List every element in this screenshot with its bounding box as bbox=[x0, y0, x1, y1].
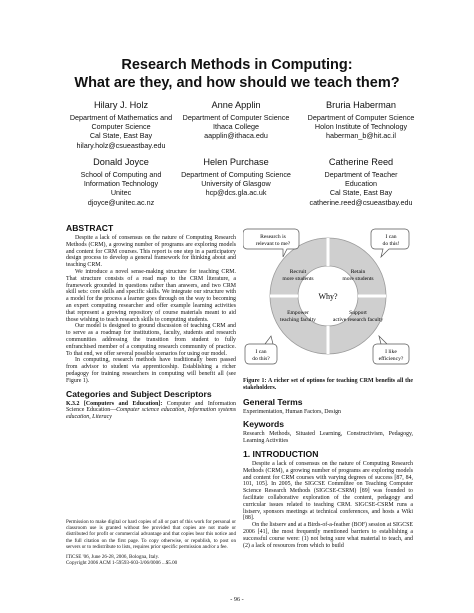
author-affiliation: Department of Computer Science bbox=[307, 113, 415, 122]
author-affiliation: Holon Institute of Technology bbox=[314, 122, 408, 132]
author-affiliation: Department of Teacher bbox=[324, 170, 398, 179]
segment-label: teaching faculty bbox=[280, 317, 316, 323]
segment-label: Retain bbox=[350, 269, 366, 275]
author-email: haberman_b@hit.ac.il bbox=[325, 131, 397, 141]
bubble-text: I like bbox=[385, 349, 397, 355]
abstract-body bbox=[66, 235, 236, 385]
author-affiliation: Computer Science bbox=[91, 122, 151, 132]
bubble-bottom-right bbox=[373, 336, 409, 364]
bubble-text: efficiency? bbox=[378, 356, 404, 362]
introduction-body bbox=[243, 461, 413, 549]
bubble-text: Research is bbox=[260, 234, 286, 240]
author-affiliation: University of Glasgow bbox=[201, 179, 271, 189]
right-column bbox=[243, 378, 413, 549]
author-affiliation: Unitec bbox=[110, 188, 132, 198]
bubble-text: I can bbox=[255, 349, 267, 355]
bubble-text: do this? bbox=[252, 356, 270, 362]
categories-subjects: Computer science education, Information systems education, Literacy bbox=[66, 407, 236, 421]
permission-block bbox=[66, 519, 236, 566]
author-email: djoyce@unitec.ac.nz bbox=[87, 197, 155, 207]
author-name: Helen Purchase bbox=[203, 157, 269, 167]
categories-description: Computer and Information Science Education— bbox=[66, 400, 236, 414]
segment-label: more students bbox=[342, 276, 374, 282]
author-affiliation: Department of Mathematics and bbox=[69, 113, 173, 122]
author-affiliation: Cal State, East Bay bbox=[329, 188, 393, 198]
left-column bbox=[66, 223, 236, 421]
author-email: hilary.holz@csueastbay.edu bbox=[76, 140, 166, 150]
introduction-heading: 1. INTRODUCTION bbox=[243, 448, 319, 459]
conference-line: ITiCSE '06, June 26-28, 2006, Bologna, Italy. bbox=[66, 554, 160, 561]
general-terms-text: Experimentation, Human Factors, Design bbox=[243, 408, 341, 415]
keywords-text: Research Methods, Situated Learning, Constructivism, Pedagogy, Learning Activities bbox=[243, 431, 413, 445]
author-name: Anne Applin bbox=[211, 100, 261, 110]
author-affiliation: Education bbox=[345, 179, 377, 189]
author-name: Donald Joyce bbox=[93, 157, 149, 167]
intro-paragraph: On the listserv and at a Birds-of-a-feather (BOF) session at SIGCSE 2006 [41], the most frequently mentioned barriers to establishing a successful course were: (1) not being sure what material to teach, and (2) a lack of resources from which to build bbox=[243, 522, 413, 549]
categories-heading: Categories and Subject Descriptors bbox=[66, 388, 212, 399]
permission-notice: Permission to make digital or hard copies of all or part of this work for personal or classroom use is granted without fee provided that copies are not made or distributed for profit or commercial advantage and that copies bear this notice and the full citation on the first page. To copy otherwise, or republish, to post on servers or to redistribute to lists, requires prior specific permission and/or a fee. bbox=[66, 519, 236, 550]
intro-paragraph: Despite a lack of consensus on the nature of Computing Research Methods (CRM), a growing number of programs are exploring models and content for CRM courses with varying degrees of success [87, 84, 101, 105]. In 2005, the SIGCSE Committee on Teaching Computer Science Research Methods (SIGCSE-CSRM) [89] was founded to facilitate collaborative exploration of the content, pedagogy and curricular issues related to teaching CRM. SIGCSE-CSRM runs a listserv, sponsors meetings at technical conferences, and hosts a Wiki [88]. bbox=[243, 460, 413, 522]
author-name: Catherine Reed bbox=[328, 157, 394, 167]
author-email: catherine.reed@csueastbay.edu bbox=[309, 197, 413, 207]
bubble-text: do this! bbox=[382, 241, 400, 247]
keywords-heading: Keywords bbox=[243, 419, 285, 430]
title-line-1: Research Methods in Computing: bbox=[121, 57, 353, 73]
general-terms-heading: General Terms bbox=[243, 396, 303, 407]
abstract-paragraph: Our model is designed to ground discussion of teaching CRM and to serve as a roadmap for institutions, faculty, students and research communities addressing the transition from student to fully enfranchised member of a computing research community of practice. To that end, we offer several possible scenarios for using our model. bbox=[66, 323, 236, 357]
author-affiliation: Department of Computing Science bbox=[181, 170, 291, 179]
figure-caption: Figure 1: A richer set of options for teaching CRM benefits all the stakeholders. bbox=[243, 378, 413, 391]
abstract-paragraph: We introduce a novel sense-making structure for teaching CRM. That structure consists of a road map to the CRM literature, a framework grounded in questions rather than answers, and two CRM skill sets: core skills and specific skills. We integrate our structure with a model for the process a learner goes through on the way to becoming an expert computing researcher and offer example learning activities that represent a growing repository of course materials meant to aid those wishing to teach research skills to computing students. bbox=[66, 268, 236, 323]
bubble-top-right bbox=[371, 229, 409, 257]
segment-label: Empower bbox=[287, 310, 309, 316]
author-email: hcp@dcs.gla.ac.uk bbox=[205, 188, 267, 198]
author-block bbox=[286, 99, 436, 141]
bubble-text: relevant to me? bbox=[255, 241, 291, 247]
bubble-bottom-left bbox=[245, 336, 277, 364]
abstract-paragraph: In computing, research methods have traditionally been passed from advisor to student via apprenticeship. Establishing a richer pedagogy for training researchers in computing will benefit all (see Figure 1). bbox=[66, 357, 236, 384]
author-name: Hilary J. Holz bbox=[93, 100, 149, 110]
segment-label: Support bbox=[349, 310, 367, 316]
author-affiliation: Department of Computer Science bbox=[182, 113, 290, 122]
segment-label: more students bbox=[282, 276, 314, 282]
author-name: Bruria Haberman bbox=[326, 100, 396, 110]
author-email: aapplin@ithaca.edu bbox=[204, 131, 268, 141]
categories-text bbox=[66, 401, 236, 421]
segment-label: active research faculty bbox=[332, 317, 384, 323]
center-label: Why? bbox=[318, 292, 338, 301]
figure-1-diagram bbox=[243, 226, 413, 376]
bubble-text: I can bbox=[385, 234, 397, 240]
abstract-paragraph: Despite a lack of consensus on the nature of Computing Research Methods (CRM), a growing number of programs are exploring models and content for CRM courses. This report is one step in a participatory design process to develop a general framework for thinking about and teaching CRM. bbox=[66, 235, 236, 269]
copyright-line: Copyright 2006 ACM 1-59593-603-3/06/0006 ...$5.00 bbox=[66, 560, 178, 567]
paper-title bbox=[0, 56, 474, 92]
author-affiliation: Cal State, East Bay bbox=[89, 131, 153, 141]
author-affiliation: School of Computing and bbox=[80, 170, 162, 179]
segment-label: Recruit bbox=[289, 269, 307, 275]
author-affiliation: Ithaca College bbox=[213, 122, 259, 132]
categories-code: K.3.2 [Computers and Education]: bbox=[66, 400, 163, 407]
page-number: - 96 - bbox=[230, 596, 244, 603]
title-line-2: What are they, and how should we teach them? bbox=[74, 75, 400, 91]
author-affiliation: Information Technology bbox=[83, 179, 159, 189]
abstract-heading: ABSTRACT bbox=[66, 223, 114, 233]
author-block bbox=[286, 156, 436, 207]
